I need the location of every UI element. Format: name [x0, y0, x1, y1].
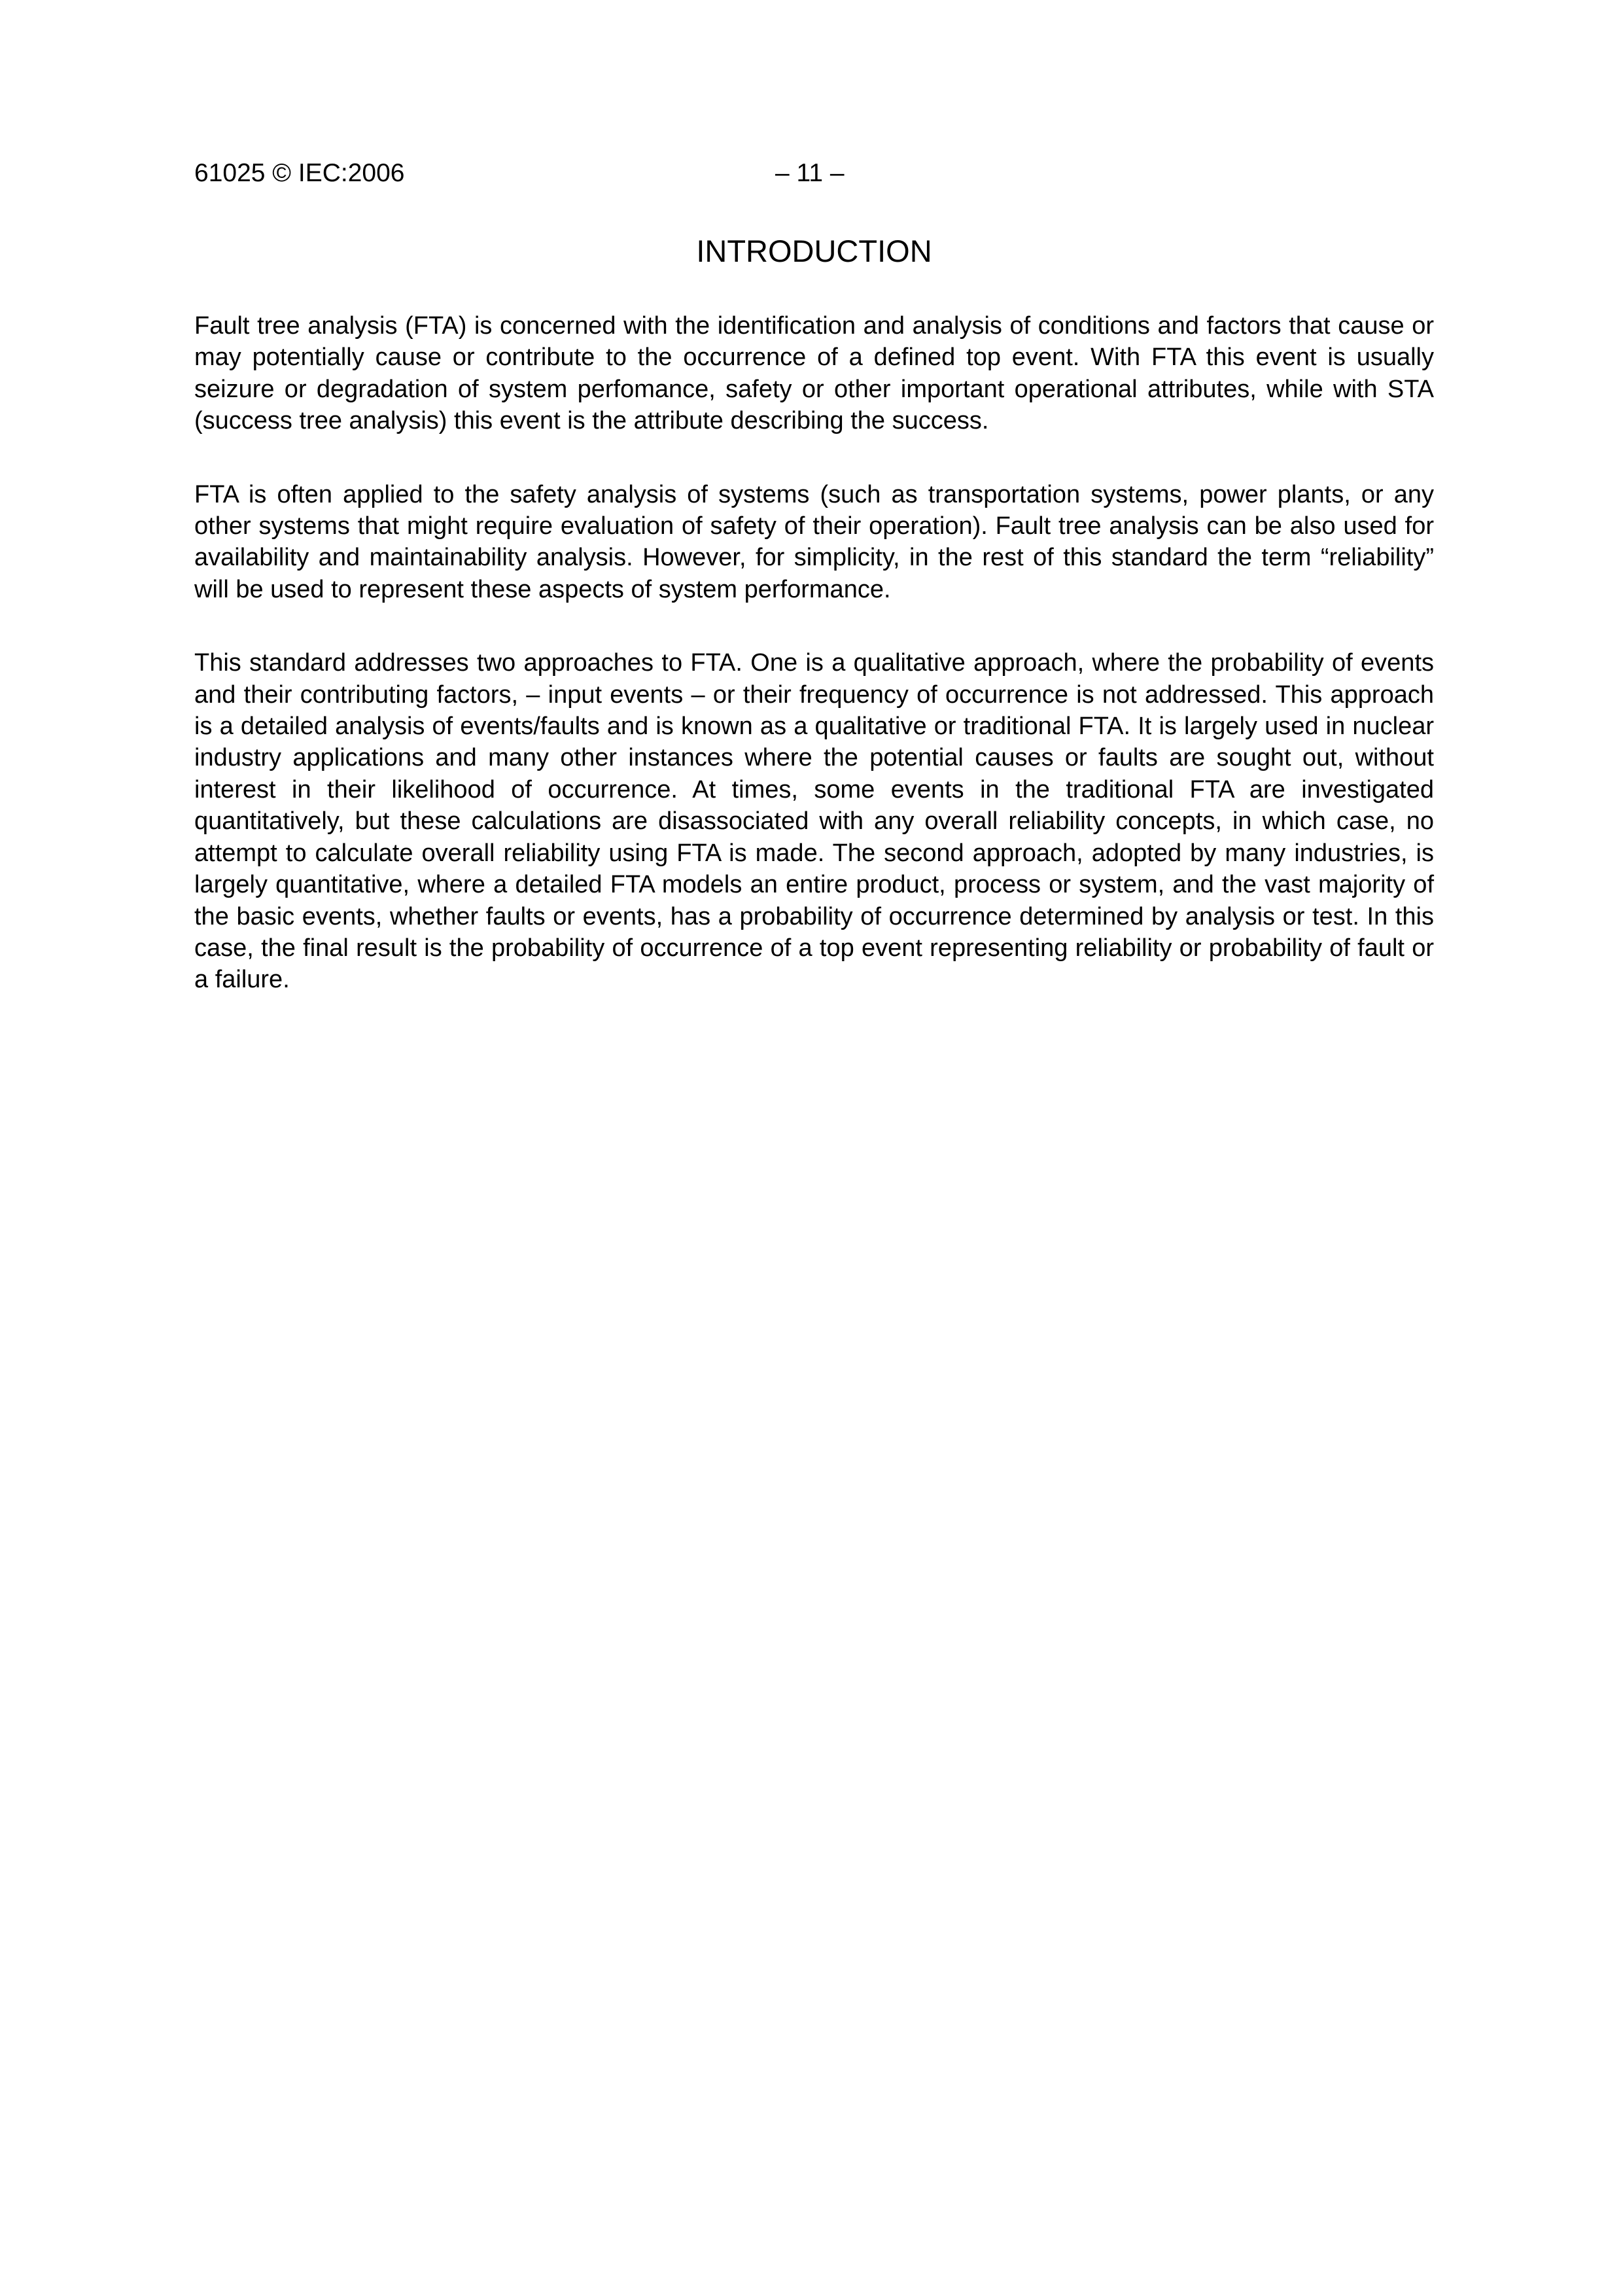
- page-number: – 11 –: [775, 159, 845, 187]
- section-title: INTRODUCTION: [696, 234, 932, 268]
- page-header: [194, 157, 1437, 190]
- paragraph: This standard addresses two approaches to FTA. One is a qualitative approach, where the probability of events and their contributing factors, – input events – or their frequency of occurrence is not addressed. This approach is a detailed analysis of events/faults and is known as a qualitative or traditional FTA. It is largely used in nuclear industry applications and many other instances where the potential causes or faults are sought out, without interest in their likelihood of occurrence. At times, some events in the traditional FTA are investigated quantitatively, but these calculations are disassociated with any overall reliability concepts, in which case, no attempt to calculate overall reliability using FTA is made. The second approach, adopted by many industries, is largely quantitative, where a detailed FTA models an entire product, process or system, and the vast majority of the basic events, whether faults or events, has a probability of occurrence determined by analysis or test. In this case, the final result is the probability of occurrence of a top event representing reliability or probability of fault or a failure.: [194, 649, 1434, 994]
- paragraph: FTA is often applied to the safety analysis of systems (such as transportation systems, power plants, or any other systems that might require evaluation of safety of their operation). Fault tree analysis can be also used for availability and maintainability analysis. However, for simplicity, in the rest of this standard the term “reliability” will be used to represent these aspects of system performance.: [194, 480, 1434, 603]
- section-body: [194, 310, 1434, 1038]
- paragraph: Fault tree analysis (FTA) is concerned with the identification and analysis of conditions and factors that cause or may potentially cause or contribute to the occurrence of a defined top event. With FTA this event is usually seizure or degradation of system perfomance, safety or other important operational attributes, while with STA (success tree analysis) this event is the attribute describing the success.: [194, 312, 1434, 435]
- standard-reference: 61025 © IEC:2006: [194, 159, 405, 187]
